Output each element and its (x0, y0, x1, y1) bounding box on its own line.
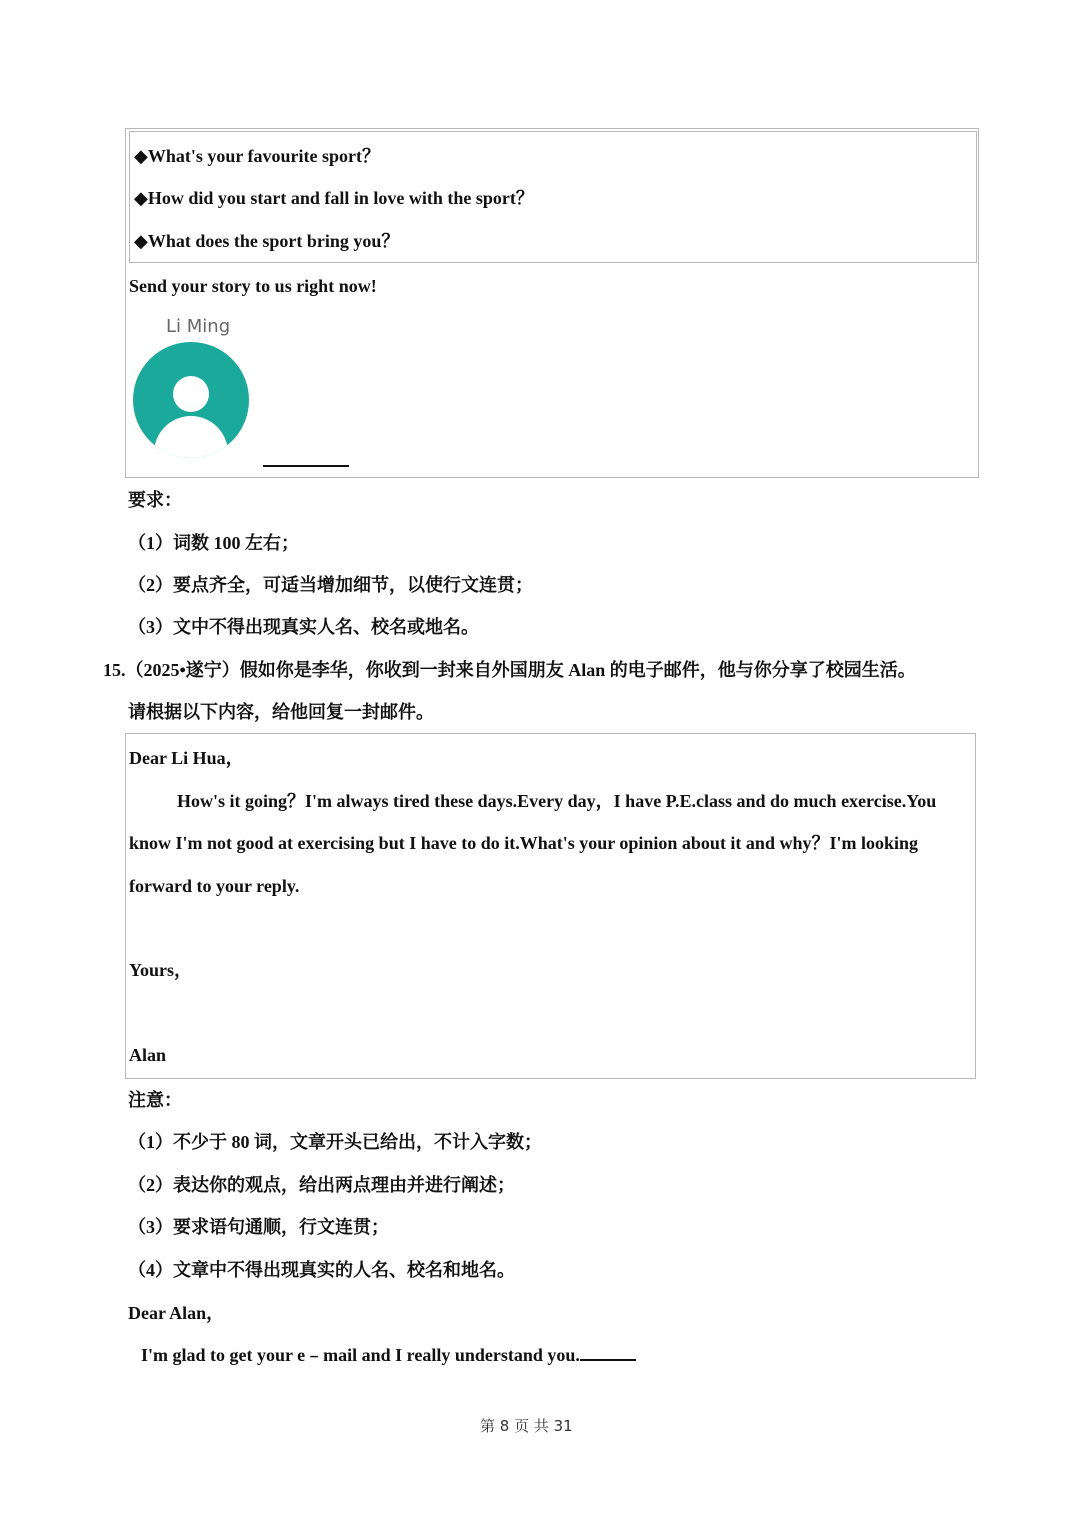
requirements-heading: 要求： (128, 490, 182, 510)
reply-greeting: Dear Alan， (128, 1303, 225, 1323)
question-15-prompt-cont: 请根据以下内容，给他回复一封邮件。 (128, 702, 434, 722)
note-item: （3）要求语句通顺，行文连贯； (128, 1217, 389, 1237)
reply-first-line: I'm glad to get your e﹣mail and I really understand you. (141, 1346, 636, 1364)
letter-line: know I'm not good at exercising but I have to do it.What's your opinion about it and why？I'm looking (129, 833, 918, 853)
letter-line: How's it going？I'm always tired these days.Every day，I have P.E.class and do much exercise.You (177, 791, 937, 811)
requirement-item: （1）词数 100 左右； (128, 533, 299, 553)
question-15-prompt: 15.（2025•遂宁）假如你是李华，你收到一封来自外国朋友 Alan 的电子邮件，他与你分享了校园生活。 (103, 660, 916, 680)
letter-box (125, 733, 976, 1079)
bullet-question-1: ◆What's your favourite sport？ (134, 146, 381, 166)
answer-blank-line (263, 465, 349, 467)
avatar-name: Li Ming (166, 316, 231, 337)
bullet-question-2: ◆How did you start and fall in love with the sport？ (134, 188, 534, 208)
letter-signature: Alan (129, 1045, 167, 1065)
letter-closing: Yours， (129, 960, 193, 980)
letter-line: forward to your reply. (129, 876, 300, 896)
note-item: （1）不少于 80 词，文章开头已给出，不计入字数； (128, 1132, 542, 1152)
requirement-item: （2）要点齐全，可适当增加细节，以使行文连贯； (128, 575, 533, 595)
requirement-item: （3）文中不得出现真实人名、校名或地名。 (128, 617, 479, 637)
page-number-footer: 第 8 页 共 31 (480, 1417, 573, 1435)
avatar-icon (133, 342, 249, 458)
note-item: （4）文章中不得出现真实的人名、校名和地名。 (128, 1260, 515, 1280)
answer-blank-line (580, 1358, 636, 1361)
bullet-question-3: ◆What does the sport bring you？ (134, 231, 400, 251)
send-story-line: Send your story to us right now! (129, 276, 377, 296)
letter-greeting: Dear Li Hua， (129, 748, 244, 768)
note-item: （2）表达你的观点，给出两点理由并进行阐述； (128, 1175, 515, 1195)
notes-heading: 注意： (128, 1090, 182, 1110)
